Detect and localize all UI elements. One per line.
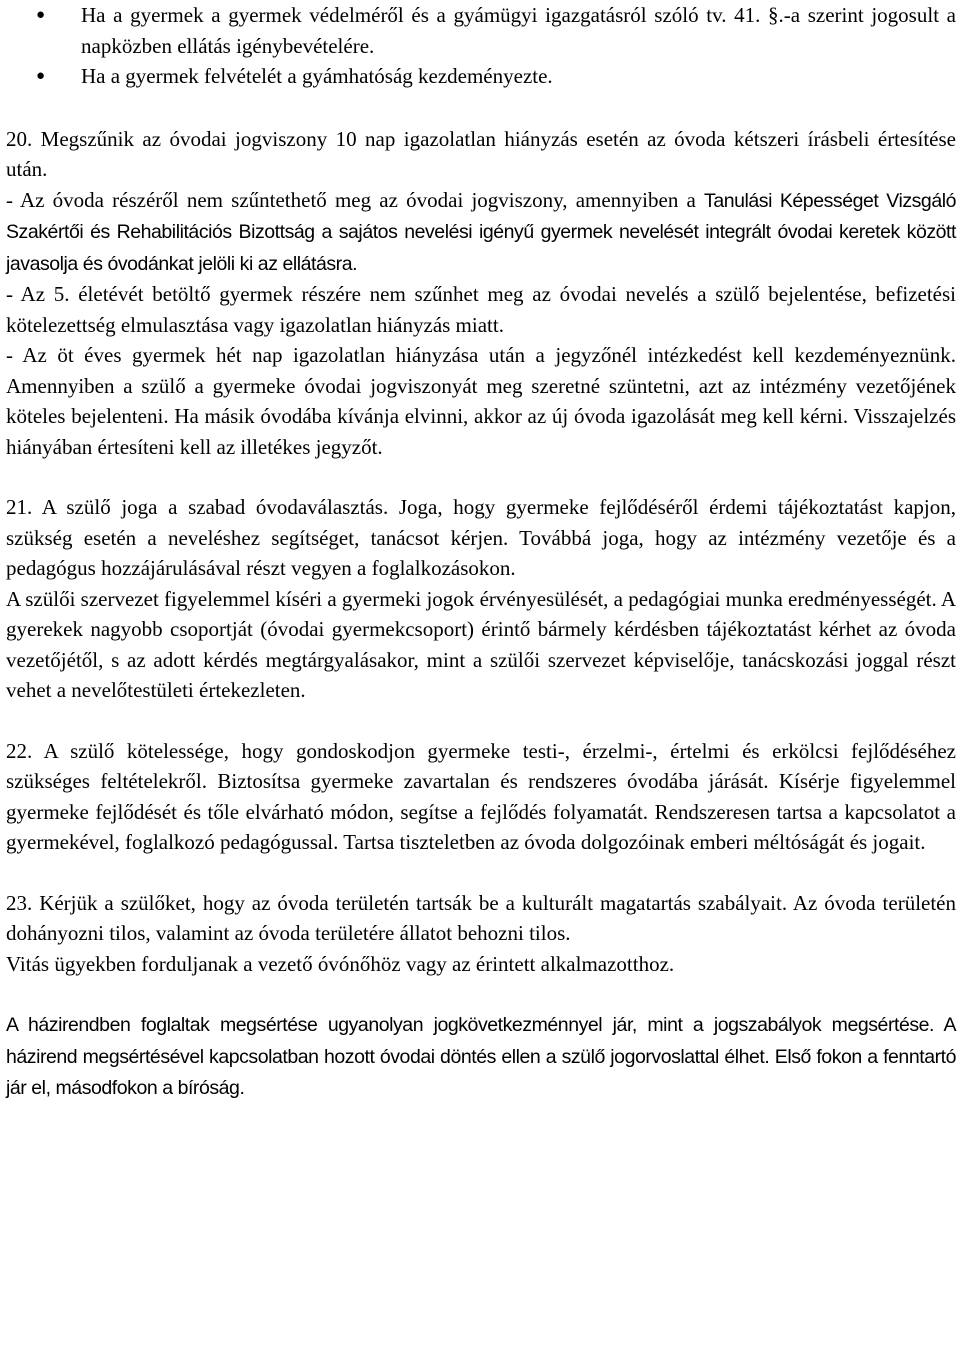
section-text: A szülő joga a szabad óvodaválasztás. Joga, hogy gyermeke fejlődéséről érdemi tájékoztatást kapjon, szükség esetén a neveléshez segítséget, tanácsot kérjen. Továbbá joga, hogy az intézmény vezetője és a pedagógus hozzájárulásával részt vegyen a foglalkozásokon. [6, 495, 956, 580]
bullet-text: Ha a gyermek a gyermek védelméről és a gyámügyi igazgatásról szóló tv. 41. §.-a szerint jogosult a napközben ellátás igénybevételére. [81, 3, 956, 58]
section-number: 23. [6, 890, 33, 915]
bullet-text: Ha a gyermek felvételét a gyámhatóság kezdeményezte. [81, 64, 553, 88]
section-number: 22. [6, 738, 33, 763]
section-number: 21. [6, 495, 33, 519]
paragraph-gap [6, 858, 956, 888]
section-20-absence [6, 340, 956, 462]
section-20-exception [6, 185, 956, 280]
bullet-dot-icon: ● [36, 7, 46, 23]
paragraph-gap [6, 462, 956, 492]
section-20-five-years [6, 279, 956, 340]
section-text: Megszűnik az óvodai jogviszony 10 nap igazolatlan hiányzás esetén az óvoda kétszeri írásbeli értesítése után. [6, 126, 956, 181]
exception-sans-text: Tanulási Képességet Vizsgáló Szakértői és Rehabilitációs Bizottság a sajátos nevelési igényű gyermek nevelését integrált óvodai keretek között javasolja és óvodánkat jelöli ki az ellátásra. [6, 189, 957, 275]
section-text: A szülő kötelessége, hogy gondoskodjon gyermeke testi-, érzelmi-, értelmi és erkölcsi fejlődéséhez szükséges feltételekről. Biztosítsa gyermeke zavartalan és rendszeres óvodába járását. Kísérje figyelemmel gyermeke fejlődését és tőle elvárható módon, segítse a fejlődés folyamatát. Rendszeresen tartsa a kapcsolatot a gyermekével, foglalkozó pedagógussal. Tartsa tiszteletben az óvoda dolgozóinak emberi méltóságát és jogait. [6, 738, 956, 854]
closing-text: A házirendben foglaltak megsértése ugyanolyan jogkövetkezménnyel jár, mint a jogszabályok megsértése. A házirend megsértésével kapcsolatban hozott óvodai döntés ellen a szülő jogorvoslattal élhet. Első fokon a fenntartó jár el, másodfokon a bíróság. [6, 1014, 956, 1099]
bullet-item [6, 61, 956, 92]
bullet-item [6, 0, 956, 61]
section-23-behavior [6, 888, 956, 949]
section-text: Vitás ügyekben forduljanak a vezető óvónőhöz vagy az érintett alkalmazotthoz. [6, 951, 675, 976]
section-text: - Az 5. életévét betöltő gyermek részére nem szűnhet meg az óvodai nevelés a szülő bejelentése, befizetési kötelezettség elmulasztása vagy igazolatlan hiányzás miatt. [6, 282, 956, 337]
document-page [6, 0, 956, 1104]
paragraph-gap [6, 979, 956, 1009]
section-21-parents-org [6, 584, 956, 706]
section-text: - Az öt éves gyermek hét nap igazolatlan hiányzása után a jegyzőnél intézkedést kell kezdeményeznünk. Amennyiben a szülő a gyermeke óvodai jogviszonyát meg szeretné szüntetni, azt az intézmény vezetőjének köteles bejelenteni. Ha másik óvodába kívánja elvinni, akkor az új óvoda igazolását meg kell kérni. Visszajelzés hiányában értesíteni kell az illetékes jegyzőt. [6, 343, 956, 459]
section-text: A szülői szervezet figyelemmel kíséri a gyermeki jogok érvényesülését, a pedagógiai munka eredményességét. A gyerekek nagyobb csoportját (óvodai gyermekcsoport) érintő bármely kérdésben tájékoztatást kérhet az óvoda vezetőjétől, s az adott kérdés megtárgyalásakor, mint a szülői szervezet képviselője, tanácskozási joggal részt vehet a nevelőtestületi értekezleten. [6, 586, 956, 702]
section-text: Kérjük a szülőket, hogy az óvoda területén tartsák be a kulturált magatartás szabályait. Az óvoda területén dohányozni tilos, valamint az óvoda területére állatot behozni tilos. [6, 890, 957, 945]
section-21-rights [6, 492, 956, 584]
paragraph-gap [6, 706, 956, 736]
conditions-bullet-list [6, 0, 956, 92]
section-number: 20. [6, 126, 33, 151]
section-22-duties [6, 736, 956, 858]
section-23-disputes [6, 949, 956, 980]
exception-serif-text: - Az óvoda részéről nem szűntethető meg az óvodai jogviszony, amennyiben a [6, 187, 696, 212]
bullet-dot-icon: ● [36, 68, 46, 84]
section-20-intro [6, 124, 956, 185]
closing-paragraph [6, 1009, 956, 1104]
